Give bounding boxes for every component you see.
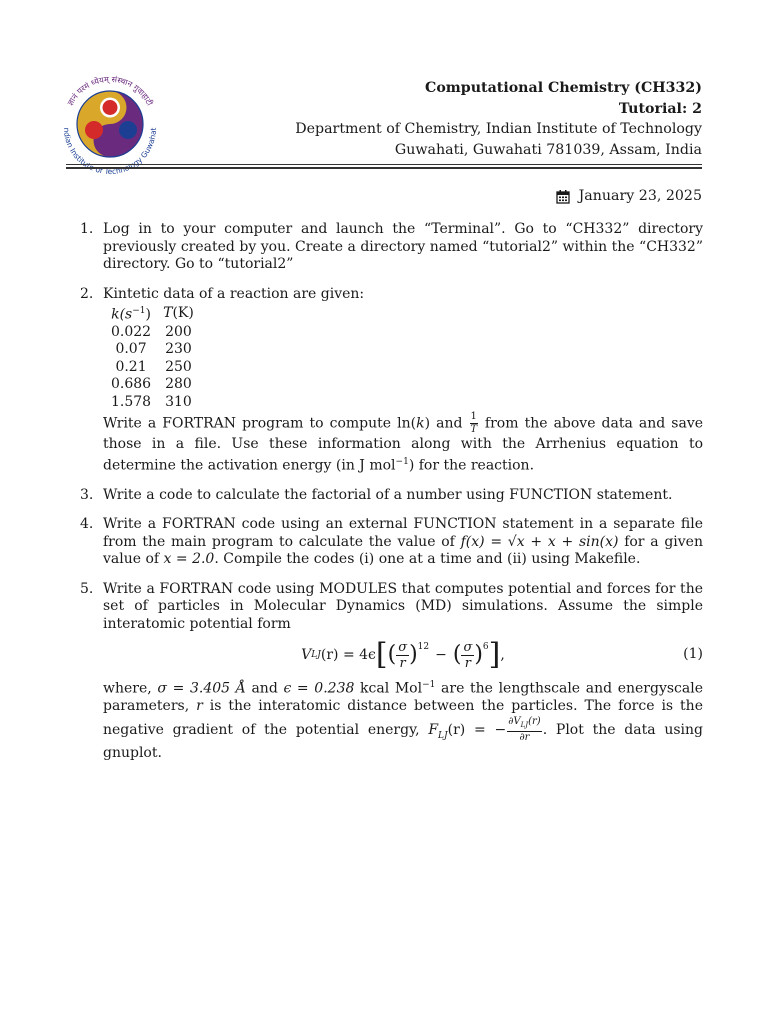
- lj-potential-equation: V LJ (r) = 4ϵ [ ( σ r ) $^{12}$ − ( σ r ) $^6$ ] , (1): [301, 637, 703, 673]
- column-header-t: T(K): [163, 304, 194, 321]
- table-header-row: [105, 303, 200, 324]
- table-row: 1.578 310: [111, 393, 192, 410]
- question-body: Write a FORTRAN program to compute ln(k) and $\frac{1}{T}$ from the above data and save those in a file. Use these information along with the Arrhenius equation to determine the activation energy (in J mol$^{-1}$) for the reaction.: [103, 411, 704, 474]
- svg-text:ज्ञानं परमं ध्येयम् संस्थान गु: ज्ञानं परमं ध्येयम् संस्थान गुवाहाटी: [65, 74, 155, 108]
- question-number: 4.: [80, 516, 94, 533]
- question-3: [80, 487, 703, 505]
- date-line: [556, 188, 702, 204]
- force-fraction: $\frac{\partial V_{LJ}(r)}{\partial r}$: [508, 715, 541, 743]
- question-text: Log in to your computer and launch the “Terminal”. Go to “CH332” directory previously created by you. Create a directory named “tutorial2” within the “CH332” directory. Go to “tutorial2”: [103, 221, 703, 272]
- question-number: 5.: [80, 580, 94, 597]
- calendar-icon: [556, 189, 570, 204]
- table-row: 0.022 200: [111, 324, 192, 341]
- question-number: 2.: [80, 285, 94, 302]
- question-list: [80, 221, 703, 775]
- question-1: [80, 221, 703, 274]
- kinetic-data-table: [105, 303, 200, 411]
- tutorial-number: Tutorial: 2: [618, 100, 702, 117]
- function-formula: f(x) = √x + x + sin(x): [460, 533, 619, 550]
- department: Department of Chemistry, Indian Institute of Technology: [295, 121, 702, 137]
- x-value: x = 2.0: [163, 551, 215, 568]
- header-block: [295, 78, 702, 160]
- question-2: [80, 286, 703, 475]
- header-rule-thin: [66, 164, 702, 165]
- date-text: January 23, 2025: [578, 188, 702, 204]
- question-intro: Kintetic data of a reaction are given:: [103, 285, 365, 302]
- address: Guwahati, Guwahati 781039, Assam, India: [394, 141, 702, 158]
- question-text: Write a code to calculate the factorial of a number using FUNCTION statement.: [103, 486, 673, 503]
- table-row: 0.21 250: [115, 358, 192, 375]
- question-5: [80, 581, 703, 763]
- course-title: Computational Chemistry (CH332): [425, 80, 702, 96]
- column-header-k: $k(s^{-1})$: [111, 306, 151, 323]
- inverse-t-fraction: $\frac{1}{T}$: [470, 411, 478, 436]
- header-rule-thick: [66, 167, 702, 169]
- question-4: 4. Write a FORTRAN code using an external FUNCTION statement in a separate file from the main program to calculate the value of f(x) = √x + x + sin(x) for a given value of x = 2.0. Compile the codes (i) one at a time and (ii) using Makefile.: [80, 516, 703, 568]
- question-number: 1.: [80, 221, 94, 237]
- svg-text:Indian Institute of Technology: ndian Institute of Technology Guwahat: [61, 127, 159, 177]
- table-row: 0.686 280: [111, 376, 192, 393]
- question-intro: Write a FORTRAN code using MODULES that computes potential and forces for the set of particles in Molecular Dynamics (MD) simulations. Assume the simple interatomic potential form: [103, 580, 703, 632]
- table-row: 0.07 230: [115, 341, 192, 358]
- equation-number: (1): [683, 646, 703, 663]
- question-body: where, σ = 3.405 Å and ϵ = 0.238 kcal Mol$^{-1}$ are the lengthscale and energyscale parameters, r is the interatomic distance between the particles. The force is the negative gradient of the potential energy, $F_{LJ}(r)$ = − $\frac{\partial V_{LJ}(r)}{\partial r}$ . Plot the data using gnuplot.: [103, 680, 704, 762]
- question-number: 3.: [80, 486, 94, 503]
